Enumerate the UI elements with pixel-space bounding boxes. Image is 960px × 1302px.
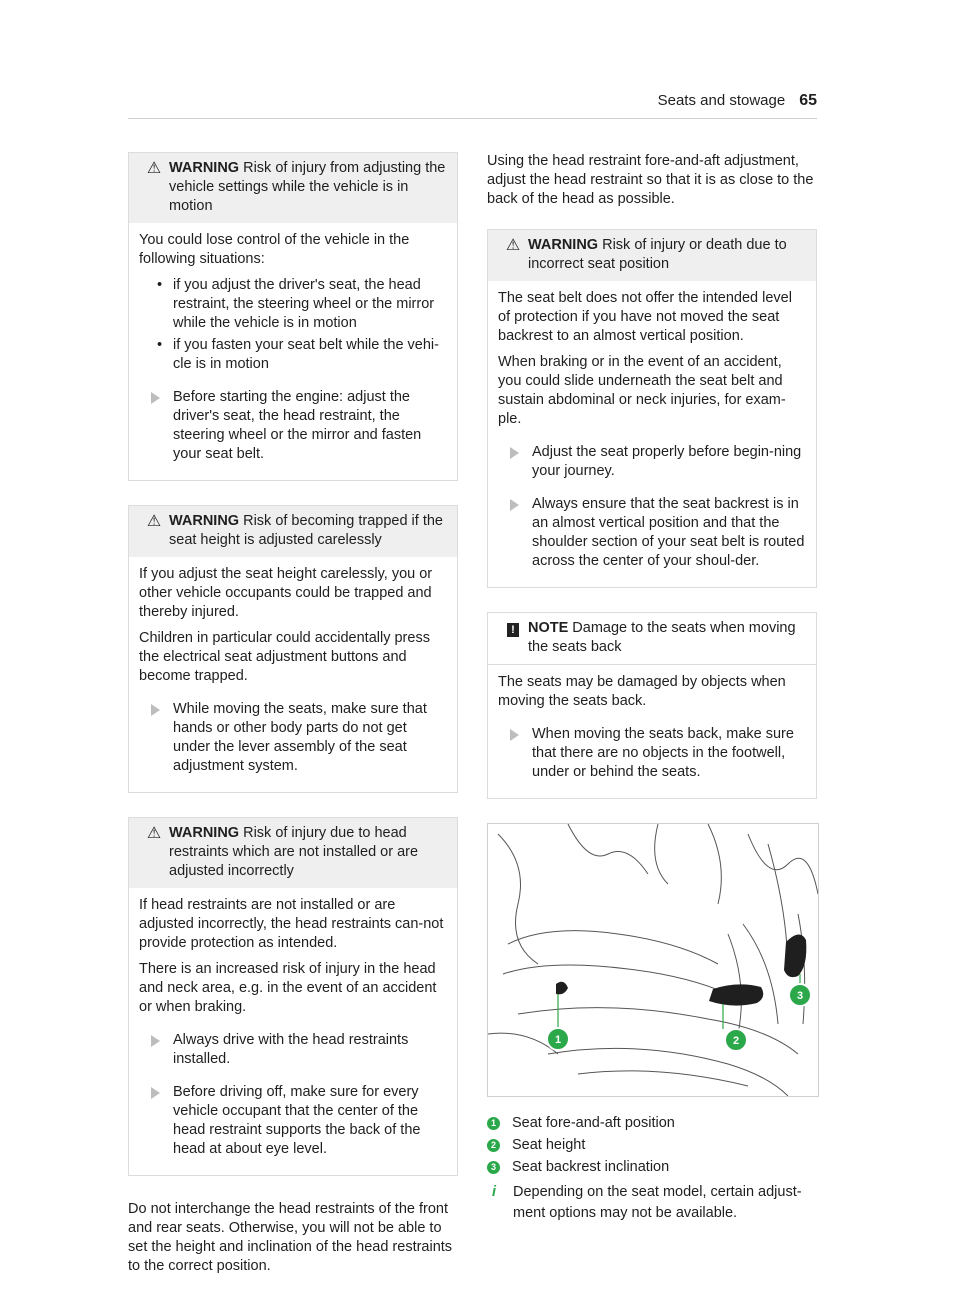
action-step: [139, 388, 447, 464]
warning-paragraph: When braking or in the event of an accident, you could slide underneath the seat belt and sustain abdominal or neck injuries, for exam-ple.: [498, 354, 786, 427]
step-arrow-icon: [151, 1035, 160, 1047]
legend-number-badge: 2: [487, 1139, 500, 1152]
list-item: • if you adjust the driver's seat, the head restraint, the steering wheel or the mirror while the vehicle is in motion: [139, 276, 447, 333]
action-step: [498, 495, 806, 571]
warning-body: [129, 223, 457, 480]
action-step: [139, 700, 447, 776]
warning-label: WARNING: [528, 237, 599, 253]
figure-legend: [487, 1113, 817, 1224]
step-text: While moving the seats, make sure that hands or other body parts do not get under the lever assembly of the seat adjustment system.: [173, 701, 427, 774]
left-column: [128, 152, 458, 1296]
warning-title: Risk of injury due to head restraints which are not installed or are adjusted incorrectly: [169, 825, 419, 879]
warning-box-seat-position: [487, 229, 817, 588]
legend-row: [487, 1135, 817, 1156]
step-text: Always drive with the head restraints installed.: [173, 1032, 409, 1067]
callout-3: [789, 984, 811, 1006]
warning-intro: You could lose control of the vehicle in the following situations:: [139, 232, 410, 267]
warning-label: WARNING: [169, 513, 240, 529]
warning-triangle-icon: ⚠: [146, 160, 162, 177]
warning-bullet-list: [139, 276, 447, 374]
callout-2: [725, 1029, 747, 1051]
step-arrow-icon: [510, 729, 519, 741]
warning-body: [129, 557, 457, 792]
closing-paragraph: Do not interchange the head restraints of the front and rear seats. Otherwise, you will not be able to set the height and inclination of the head restraints to the correct position.: [128, 1201, 453, 1274]
warning-title: Risk of injury from adjusting the vehicle settings while the vehicle is in motion: [169, 160, 446, 214]
seat-illustration: [488, 824, 818, 1096]
warning-label: WARNING: [169, 825, 240, 841]
seat-adjustment-figure: [487, 823, 819, 1097]
note-body: [488, 664, 816, 798]
warning-body: [488, 281, 816, 587]
step-arrow-icon: [151, 392, 160, 404]
step-arrow-icon: [151, 1087, 160, 1099]
note-paragraph: The seats may be damaged by objects when moving the seats back.: [498, 674, 786, 709]
warning-title: Risk of injury or death due to incorrect seat position: [528, 237, 787, 272]
action-step: [139, 1031, 447, 1069]
step-text: When moving the seats back, make sure that there are no objects in the footwell, under or behind the seats.: [532, 726, 794, 780]
section-title: Seats and stowage: [657, 92, 786, 109]
page-number: 65: [799, 92, 817, 109]
step-text: Adjust the seat properly before begin-ning your journey.: [532, 444, 802, 479]
warning-triangle-icon: ⚠: [505, 237, 521, 254]
warning-title: Risk of becoming trapped if the seat height is adjusted carelessly: [169, 513, 443, 548]
step-arrow-icon: [510, 499, 519, 511]
warning-box-head-restraints: [128, 817, 458, 1176]
step-text: Always ensure that the seat backrest is in an almost vertical position and that the shoulder section of your seat belt is routed across the center of your shoul-der.: [532, 496, 805, 569]
warning-paragraph: There is an increased risk of injury in the head and neck area, e.g. in the event of an accident or when braking.: [139, 961, 437, 1015]
legend-text: Seat height: [512, 1137, 586, 1153]
warning-label: WARNING: [169, 160, 240, 176]
action-step: [139, 1083, 447, 1159]
note-header: [488, 613, 816, 664]
note-exclamation-icon: !: [507, 623, 519, 637]
warning-box-seat-height: [128, 505, 458, 793]
note-title: Damage to the seats when moving the seats back: [528, 620, 796, 655]
list-item: • if you fasten your seat belt while the vehi-cle is in motion: [139, 336, 447, 374]
page-header: [658, 92, 817, 110]
callout-2-label: 2: [732, 1035, 740, 1047]
intro-paragraph: Using the head restraint fore-and-aft adjustment, adjust the head restraint so that it is as close to the back of the head as possible.: [487, 153, 814, 207]
warning-body: [129, 888, 457, 1175]
warning-header: [488, 230, 816, 281]
note-box-seat-damage: [487, 612, 817, 799]
right-column: [487, 152, 817, 1225]
legend-text: Seat fore-and-aft position: [512, 1115, 675, 1131]
callout-1-label: 1: [554, 1034, 562, 1046]
legend-row: [487, 1157, 817, 1178]
warning-triangle-icon: ⚠: [146, 825, 162, 842]
warning-paragraph: If head restraints are not installed or are adjusted incorrectly, the head restraints can-not provide protection as intended.: [139, 897, 444, 951]
warning-header: [129, 153, 457, 223]
step-arrow-icon: [510, 447, 519, 459]
legend-number-badge: 3: [487, 1161, 500, 1174]
warning-header: [129, 506, 457, 557]
note-label: NOTE: [528, 620, 569, 636]
info-text: Depending on the seat model, certain adjust-ment options may not be available.: [513, 1184, 802, 1221]
warning-triangle-icon: ⚠: [146, 513, 162, 530]
callout-3-label: 3: [796, 990, 804, 1002]
warning-paragraph: The seat belt does not offer the intended level of protection if you have not moved the seat backrest to an almost vertical position.: [498, 290, 792, 344]
warning-paragraph: If you adjust the seat height carelessly, you or other vehicle occupants could be trapped and thereby injured.: [139, 566, 433, 620]
action-step: [498, 443, 806, 481]
step-arrow-icon: [151, 704, 160, 716]
callout-1: [547, 1028, 569, 1050]
warning-paragraph: Children in particular could accidentally press the electrical seat adjustment buttons and become trapped.: [139, 630, 430, 684]
action-step: [498, 725, 806, 782]
info-icon: i: [491, 1184, 497, 1200]
warning-header: [129, 818, 457, 888]
legend-number-badge: 1: [487, 1117, 500, 1130]
info-row: [487, 1182, 817, 1224]
step-text: Before starting the engine: adjust the driver's seat, the head restraint, the steering wheel or the mirror and fasten your seat belt.: [173, 389, 422, 462]
legend-row: [487, 1113, 817, 1134]
legend-text: Seat backrest inclination: [512, 1159, 670, 1175]
step-text: Before driving off, make sure for every vehicle occupant that the center of the head restraint supports the back of the head at about eye level.: [173, 1084, 421, 1157]
warning-box-adjusting-while-moving: [128, 152, 458, 481]
header-rule: [128, 118, 817, 119]
